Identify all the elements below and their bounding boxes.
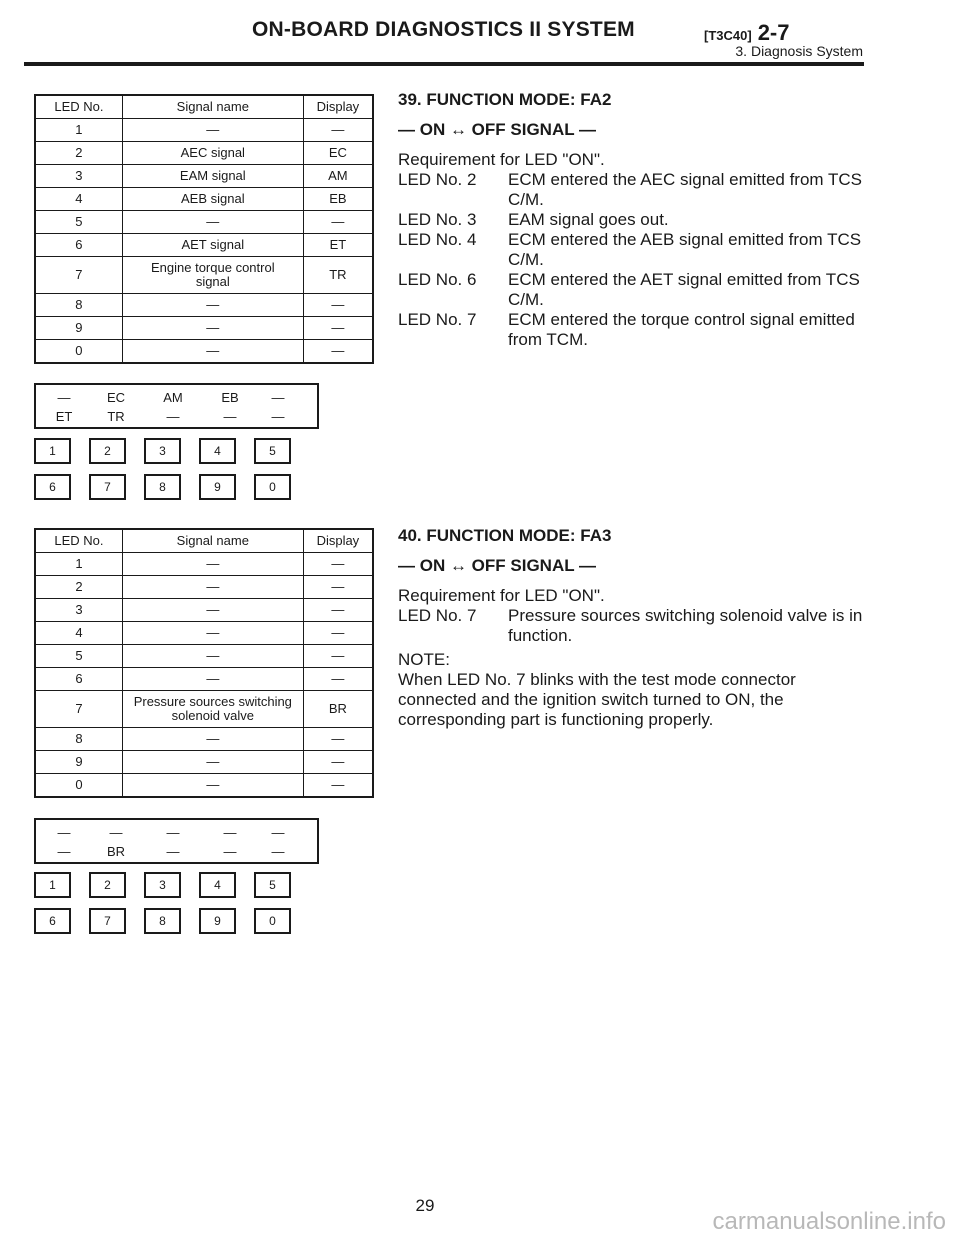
led-cell: 0 bbox=[35, 340, 122, 364]
table-row bbox=[35, 691, 373, 728]
led-key: 7 bbox=[89, 908, 126, 934]
led-text: ECM entered the AET signal emitted from TCS C/M. bbox=[508, 270, 860, 309]
display-cell: — bbox=[303, 728, 373, 751]
led-description bbox=[398, 270, 868, 310]
display-cell: — bbox=[303, 645, 373, 668]
page-subtitle: 3. Diagnosis System bbox=[735, 43, 863, 59]
display-cell: — bbox=[303, 317, 373, 340]
led-label: LED No. 7 bbox=[398, 310, 477, 329]
led-description bbox=[398, 170, 868, 210]
display-cell: — bbox=[166, 409, 180, 424]
led-text: Pressure sources switching solenoid valve is in function. bbox=[508, 606, 863, 645]
display-cell: BR bbox=[106, 844, 126, 859]
table-row bbox=[35, 317, 373, 340]
led-cell: 4 bbox=[35, 622, 122, 645]
display-cell: BR bbox=[303, 691, 373, 728]
led-key: 6 bbox=[34, 474, 71, 500]
display-cell: EC bbox=[303, 142, 373, 165]
display-cell: — bbox=[271, 409, 285, 424]
signal-cell: AET signal bbox=[122, 234, 303, 257]
table-row bbox=[35, 751, 373, 774]
signal-cell: — bbox=[122, 294, 303, 317]
led-cell: 1 bbox=[35, 119, 122, 142]
display-cell: — bbox=[57, 844, 71, 859]
led-label: LED No. 4 bbox=[398, 230, 477, 249]
table-row bbox=[35, 211, 373, 234]
fa2-signal-table bbox=[34, 94, 374, 364]
led-cell: 5 bbox=[35, 211, 122, 234]
display-cell: — bbox=[166, 844, 180, 859]
led-cell: 3 bbox=[35, 599, 122, 622]
signal-cell: — bbox=[122, 576, 303, 599]
led-description bbox=[398, 230, 868, 270]
led-label: LED No. 3 bbox=[398, 210, 477, 229]
led-key: 2 bbox=[89, 872, 126, 898]
display-cell: — bbox=[57, 390, 71, 405]
display-cell: TR bbox=[107, 409, 125, 424]
table-row bbox=[35, 119, 373, 142]
display-cell: TR bbox=[303, 257, 373, 294]
col-signal-header: Signal name bbox=[122, 95, 303, 119]
led-key: 8 bbox=[144, 908, 181, 934]
led-label: LED No. 2 bbox=[398, 170, 477, 189]
table-row bbox=[35, 234, 373, 257]
signal-cell: — bbox=[122, 751, 303, 774]
led-label: LED No. 6 bbox=[398, 270, 477, 289]
table-row bbox=[35, 553, 373, 576]
signal-cell: — bbox=[122, 728, 303, 751]
table-row bbox=[35, 728, 373, 751]
signal-cell: — bbox=[122, 774, 303, 798]
table-row bbox=[35, 294, 373, 317]
fa3-display-panel bbox=[34, 818, 319, 864]
display-cell: ET bbox=[55, 409, 73, 424]
fa2-requirement: Requirement for LED "ON". bbox=[398, 150, 605, 169]
table-row bbox=[35, 645, 373, 668]
table-row bbox=[35, 668, 373, 691]
led-key: 9 bbox=[199, 908, 236, 934]
led-key: 3 bbox=[144, 438, 181, 464]
led-cell: 0 bbox=[35, 774, 122, 798]
display-cell: EB bbox=[303, 188, 373, 211]
display-cell: — bbox=[271, 844, 285, 859]
signal-cell: AEC signal bbox=[122, 142, 303, 165]
display-cell: — bbox=[303, 668, 373, 691]
led-cell: 1 bbox=[35, 553, 122, 576]
led-cell: 9 bbox=[35, 751, 122, 774]
note-label: NOTE: bbox=[398, 650, 450, 669]
led-key: 4 bbox=[199, 438, 236, 464]
signal-cell: Engine torque control signal bbox=[122, 257, 303, 294]
display-cell: AM bbox=[163, 390, 183, 405]
signal-cell: — bbox=[122, 668, 303, 691]
col-led-header: LED No. bbox=[35, 529, 122, 553]
page-number: 29 bbox=[415, 1196, 435, 1215]
display-cell: — bbox=[57, 825, 71, 840]
table-header-row bbox=[35, 529, 373, 553]
led-cell: 2 bbox=[35, 142, 122, 165]
led-cell: 5 bbox=[35, 645, 122, 668]
table-row bbox=[35, 599, 373, 622]
led-key: 6 bbox=[34, 908, 71, 934]
page-title: ON-BOARD DIAGNOSTICS II SYSTEM bbox=[252, 18, 635, 41]
led-cell: 8 bbox=[35, 728, 122, 751]
display-cell: — bbox=[303, 294, 373, 317]
display-cell: — bbox=[303, 576, 373, 599]
led-text: EAM signal goes out. bbox=[508, 210, 669, 229]
display-cell: — bbox=[303, 599, 373, 622]
led-key: 7 bbox=[89, 474, 126, 500]
signal-cell: — bbox=[122, 599, 303, 622]
site-watermark: carmanualsonline.info bbox=[712, 1208, 946, 1235]
display-cell: — bbox=[166, 825, 180, 840]
led-key: 2 bbox=[89, 438, 126, 464]
table-row bbox=[35, 257, 373, 294]
fa3-signal-table bbox=[34, 528, 374, 798]
display-cell: — bbox=[271, 390, 285, 405]
led-cell: 8 bbox=[35, 294, 122, 317]
display-cell: ET bbox=[303, 234, 373, 257]
fa3-section bbox=[398, 526, 868, 730]
led-key: 3 bbox=[144, 872, 181, 898]
led-label: LED No. 7 bbox=[398, 606, 477, 625]
signal-cell: — bbox=[122, 119, 303, 142]
display-cell: EB bbox=[221, 390, 239, 405]
fa2-subheading: — ON ↔ OFF SIGNAL — bbox=[398, 120, 597, 139]
table-row bbox=[35, 576, 373, 599]
display-cell: — bbox=[303, 774, 373, 798]
led-cell: 9 bbox=[35, 317, 122, 340]
display-cell: — bbox=[303, 211, 373, 234]
signal-cell: — bbox=[122, 340, 303, 364]
signal-cell: — bbox=[122, 317, 303, 340]
display-cell: — bbox=[271, 825, 285, 840]
led-key: 5 bbox=[254, 872, 291, 898]
led-text: ECM entered the AEC signal emitted from TCS C/M. bbox=[508, 170, 863, 209]
table-row bbox=[35, 188, 373, 211]
led-key: 1 bbox=[34, 872, 71, 898]
led-cell: 7 bbox=[35, 257, 122, 294]
led-key: 8 bbox=[144, 474, 181, 500]
signal-cell: — bbox=[122, 622, 303, 645]
led-cell: 6 bbox=[35, 668, 122, 691]
led-description bbox=[398, 606, 868, 646]
col-display-header: Display bbox=[303, 529, 373, 553]
section-code-number: 2-7 bbox=[757, 20, 790, 45]
signal-cell: — bbox=[122, 211, 303, 234]
led-cell: 4 bbox=[35, 188, 122, 211]
display-cell: — bbox=[109, 825, 123, 840]
led-key: 4 bbox=[199, 872, 236, 898]
signal-cell: Pressure sources switching solenoid valve bbox=[122, 691, 303, 728]
display-cell: — bbox=[223, 825, 237, 840]
col-signal-header: Signal name bbox=[122, 529, 303, 553]
table-row bbox=[35, 165, 373, 188]
led-cell: 7 bbox=[35, 691, 122, 728]
led-text: ECM entered the AEB signal emitted from TCS C/M. bbox=[508, 230, 862, 269]
section-code-small: [T3C40] bbox=[704, 28, 752, 43]
table-row bbox=[35, 340, 373, 364]
signal-cell: — bbox=[122, 553, 303, 576]
display-cell: — bbox=[303, 553, 373, 576]
led-text: ECM entered the torque control signal emitted from TCM. bbox=[508, 310, 855, 349]
signal-cell: — bbox=[122, 645, 303, 668]
signal-cell: AEB signal bbox=[122, 188, 303, 211]
led-key: 0 bbox=[254, 474, 291, 500]
fa3-heading: 40. FUNCTION MODE: FA3 bbox=[398, 526, 612, 545]
led-key: 0 bbox=[254, 908, 291, 934]
col-display-header: Display bbox=[303, 95, 373, 119]
note-text: When LED No. 7 blinks with the test mode connector connected and the ignition switch turned to ON, the corresponding part is functioning properly. bbox=[398, 670, 796, 729]
signal-cell: EAM signal bbox=[122, 165, 303, 188]
led-cell: 2 bbox=[35, 576, 122, 599]
fa2-display-panel bbox=[34, 383, 319, 429]
table-row bbox=[35, 774, 373, 798]
led-key: 5 bbox=[254, 438, 291, 464]
led-description bbox=[398, 310, 868, 350]
display-cell: — bbox=[223, 409, 237, 424]
col-led-header: LED No. bbox=[35, 95, 122, 119]
fa3-subheading: — ON ↔ OFF SIGNAL — bbox=[398, 556, 597, 575]
display-cell: — bbox=[303, 340, 373, 364]
fa3-requirement: Requirement for LED "ON". bbox=[398, 586, 605, 605]
fa2-heading: 39. FUNCTION MODE: FA2 bbox=[398, 90, 612, 109]
display-cell: — bbox=[303, 119, 373, 142]
display-cell: EC bbox=[106, 390, 126, 405]
table-row bbox=[35, 622, 373, 645]
led-cell: 6 bbox=[35, 234, 122, 257]
display-cell: — bbox=[223, 844, 237, 859]
led-key: 9 bbox=[199, 474, 236, 500]
led-key: 1 bbox=[34, 438, 71, 464]
table-header-row bbox=[35, 95, 373, 119]
led-cell: 3 bbox=[35, 165, 122, 188]
display-cell: AM bbox=[303, 165, 373, 188]
display-cell: — bbox=[303, 751, 373, 774]
display-cell: — bbox=[303, 622, 373, 645]
header-rule bbox=[24, 62, 864, 66]
led-description bbox=[398, 210, 868, 230]
fa2-section bbox=[398, 90, 868, 350]
table-row bbox=[35, 142, 373, 165]
